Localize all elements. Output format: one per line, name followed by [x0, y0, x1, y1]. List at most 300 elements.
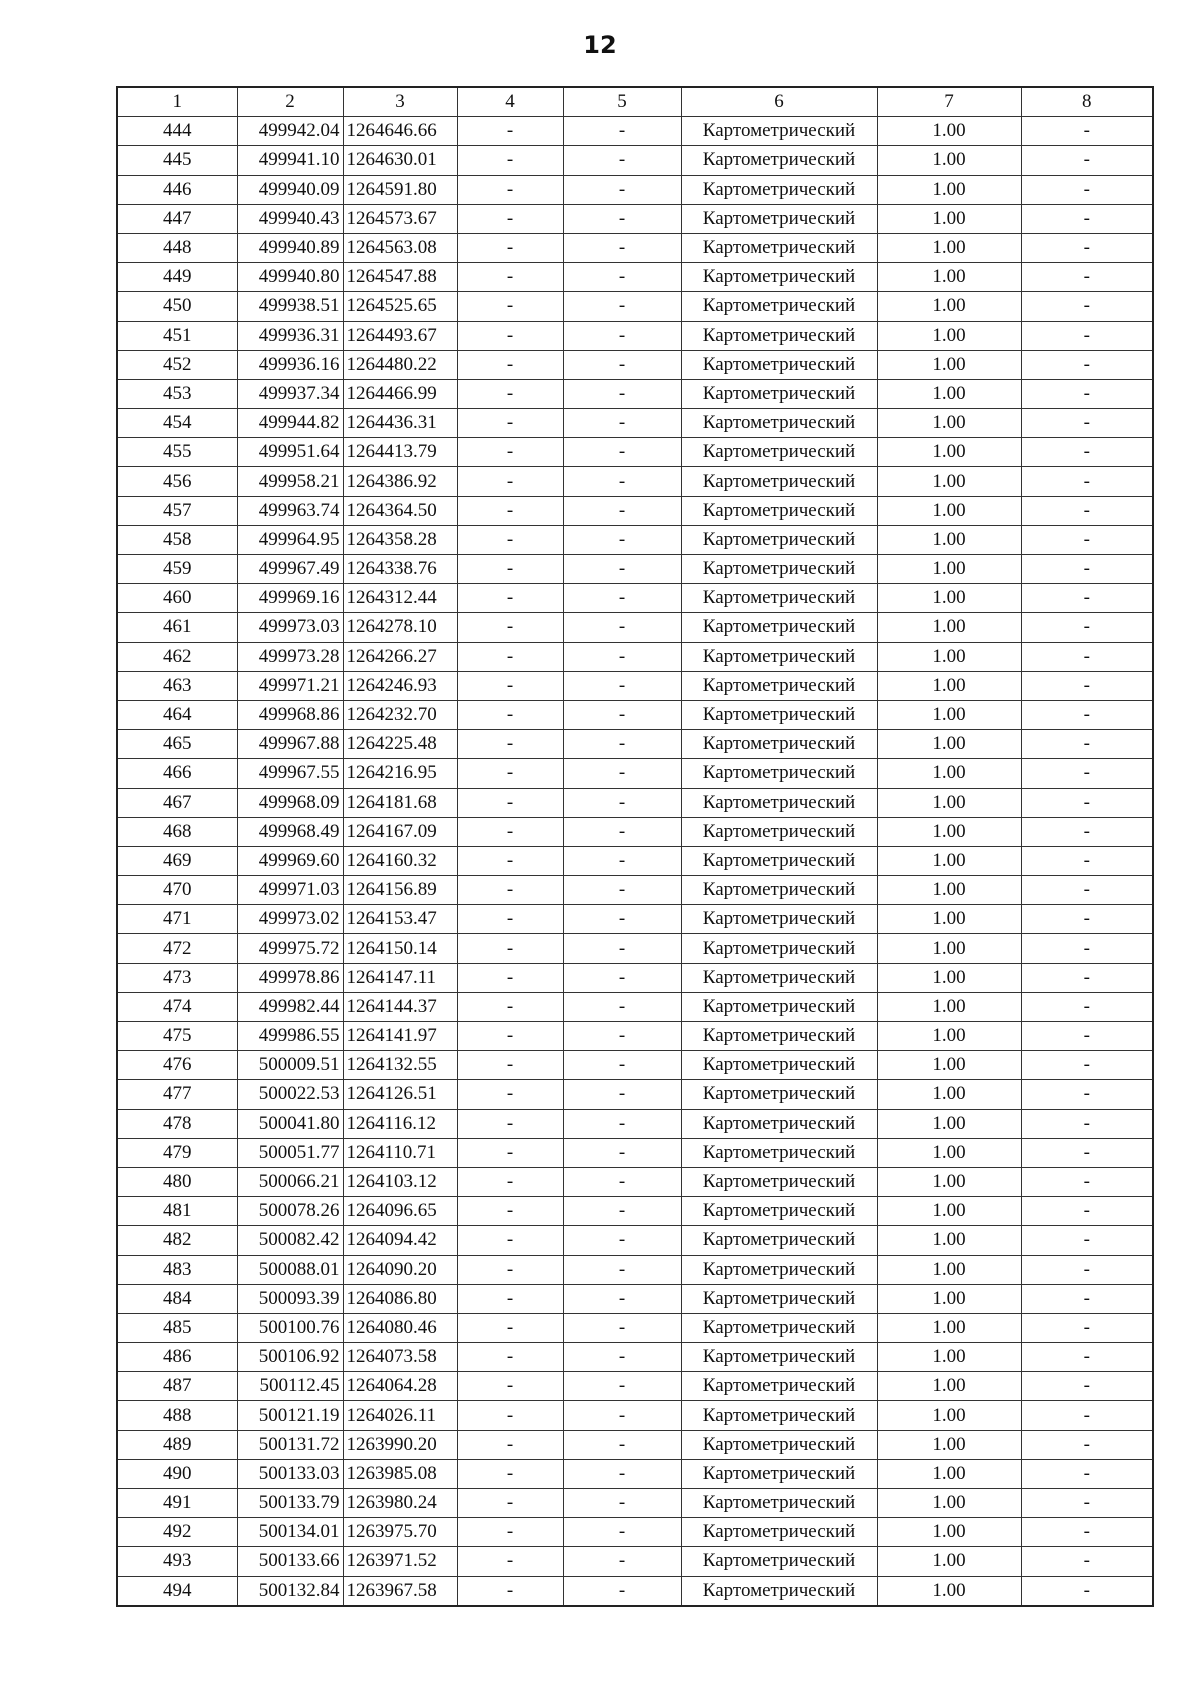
x-coordinate-cell: 500093.39 [237, 1284, 343, 1313]
column-8-cell: - [1021, 817, 1153, 846]
column-8-cell: - [1021, 1430, 1153, 1459]
table-row [117, 409, 1153, 438]
point-number-cell: 487 [117, 1372, 237, 1401]
table-row [117, 1080, 1153, 1109]
accuracy-cell: 1.00 [877, 905, 1021, 934]
column-5-cell: - [563, 467, 681, 496]
point-number-cell: 445 [117, 146, 237, 175]
column-8-cell: - [1021, 204, 1153, 233]
column-5-cell: - [563, 1167, 681, 1196]
column-8-cell: - [1021, 1197, 1153, 1226]
column-header: 4 [457, 87, 563, 117]
x-coordinate-cell: 499969.60 [237, 846, 343, 875]
x-coordinate-cell: 499967.55 [237, 759, 343, 788]
method-cell: Картометрический [681, 496, 877, 525]
column-4-cell: - [457, 846, 563, 875]
column-5-cell: - [563, 1576, 681, 1606]
method-cell: Картометрический [681, 233, 877, 262]
accuracy-cell: 1.00 [877, 1138, 1021, 1167]
y-coordinate-cell: 1264160.32 [343, 846, 457, 875]
table-row [117, 1138, 1153, 1167]
column-5-cell: - [563, 1489, 681, 1518]
y-coordinate-cell: 1264126.51 [343, 1080, 457, 1109]
point-number-cell: 489 [117, 1430, 237, 1459]
point-number-cell: 448 [117, 233, 237, 262]
y-coordinate-cell: 1264413.79 [343, 438, 457, 467]
column-5-cell: - [563, 905, 681, 934]
y-coordinate-cell: 1264386.92 [343, 467, 457, 496]
method-cell: Картометрический [681, 934, 877, 963]
y-coordinate-cell: 1264116.12 [343, 1109, 457, 1138]
x-coordinate-cell: 499940.89 [237, 233, 343, 262]
point-number-cell: 479 [117, 1138, 237, 1167]
column-5-cell: - [563, 1343, 681, 1372]
point-number-cell: 482 [117, 1226, 237, 1255]
point-number-cell: 478 [117, 1109, 237, 1138]
table-body [117, 117, 1153, 1606]
column-5-cell: - [563, 613, 681, 642]
y-coordinate-cell: 1264364.50 [343, 496, 457, 525]
column-5-cell: - [563, 992, 681, 1021]
point-number-cell: 464 [117, 700, 237, 729]
y-coordinate-cell: 1264493.67 [343, 321, 457, 350]
table-row [117, 817, 1153, 846]
column-4-cell: - [457, 1459, 563, 1488]
table-row [117, 1343, 1153, 1372]
column-4-cell: - [457, 467, 563, 496]
table-row [117, 730, 1153, 759]
accuracy-cell: 1.00 [877, 350, 1021, 379]
column-4-cell: - [457, 613, 563, 642]
point-number-cell: 490 [117, 1459, 237, 1488]
column-5-cell: - [563, 846, 681, 875]
column-4-cell: - [457, 263, 563, 292]
accuracy-cell: 1.00 [877, 496, 1021, 525]
method-cell: Картометрический [681, 1051, 877, 1080]
column-4-cell: - [457, 1138, 563, 1167]
column-4-cell: - [457, 175, 563, 204]
x-coordinate-cell: 499978.86 [237, 963, 343, 992]
column-4-cell: - [457, 1547, 563, 1576]
method-cell: Картометрический [681, 788, 877, 817]
point-number-cell: 452 [117, 350, 237, 379]
y-coordinate-cell: 1264591.80 [343, 175, 457, 204]
x-coordinate-cell: 499940.43 [237, 204, 343, 233]
column-5-cell: - [563, 934, 681, 963]
y-coordinate-cell: 1264216.95 [343, 759, 457, 788]
table-row [117, 1197, 1153, 1226]
y-coordinate-cell: 1264132.55 [343, 1051, 457, 1080]
column-4-cell: - [457, 584, 563, 613]
column-8-cell: - [1021, 613, 1153, 642]
accuracy-cell: 1.00 [877, 1547, 1021, 1576]
column-4-cell: - [457, 496, 563, 525]
x-coordinate-cell: 500134.01 [237, 1518, 343, 1547]
point-number-cell: 473 [117, 963, 237, 992]
table-row [117, 555, 1153, 584]
column-5-cell: - [563, 1518, 681, 1547]
table-row [117, 1576, 1153, 1606]
accuracy-cell: 1.00 [877, 963, 1021, 992]
column-8-cell: - [1021, 379, 1153, 408]
column-8-cell: - [1021, 467, 1153, 496]
column-8-cell: - [1021, 292, 1153, 321]
column-5-cell: - [563, 1547, 681, 1576]
accuracy-cell: 1.00 [877, 409, 1021, 438]
x-coordinate-cell: 500041.80 [237, 1109, 343, 1138]
y-coordinate-cell: 1264547.88 [343, 263, 457, 292]
table-row [117, 992, 1153, 1021]
point-number-cell: 467 [117, 788, 237, 817]
method-cell: Картометрический [681, 700, 877, 729]
accuracy-cell: 1.00 [877, 292, 1021, 321]
table-header-row [117, 87, 1153, 117]
column-8-cell: - [1021, 1489, 1153, 1518]
column-8-cell: - [1021, 1255, 1153, 1284]
column-4-cell: - [457, 1255, 563, 1284]
method-cell: Картометрический [681, 409, 877, 438]
method-cell: Картометрический [681, 175, 877, 204]
column-4-cell: - [457, 379, 563, 408]
y-coordinate-cell: 1264094.42 [343, 1226, 457, 1255]
column-5-cell: - [563, 350, 681, 379]
column-8-cell: - [1021, 934, 1153, 963]
table-row [117, 788, 1153, 817]
column-header: 3 [343, 87, 457, 117]
accuracy-cell: 1.00 [877, 146, 1021, 175]
point-number-cell: 476 [117, 1051, 237, 1080]
point-number-cell: 459 [117, 555, 237, 584]
column-5-cell: - [563, 175, 681, 204]
column-8-cell: - [1021, 1080, 1153, 1109]
y-coordinate-cell: 1264026.11 [343, 1401, 457, 1430]
accuracy-cell: 1.00 [877, 1080, 1021, 1109]
column-5-cell: - [563, 379, 681, 408]
column-5-cell: - [563, 233, 681, 262]
column-4-cell: - [457, 146, 563, 175]
method-cell: Картометрический [681, 438, 877, 467]
x-coordinate-cell: 499942.04 [237, 117, 343, 146]
y-coordinate-cell: 1264181.68 [343, 788, 457, 817]
column-4-cell: - [457, 1343, 563, 1372]
y-coordinate-cell: 1264153.47 [343, 905, 457, 934]
y-coordinate-cell: 1264150.14 [343, 934, 457, 963]
column-4-cell: - [457, 292, 563, 321]
point-number-cell: 468 [117, 817, 237, 846]
point-number-cell: 483 [117, 1255, 237, 1284]
column-5-cell: - [563, 730, 681, 759]
y-coordinate-cell: 1264147.11 [343, 963, 457, 992]
accuracy-cell: 1.00 [877, 525, 1021, 554]
column-5-cell: - [563, 1459, 681, 1488]
column-8-cell: - [1021, 233, 1153, 262]
point-number-cell: 491 [117, 1489, 237, 1518]
point-number-cell: 494 [117, 1576, 237, 1606]
point-number-cell: 480 [117, 1167, 237, 1196]
accuracy-cell: 1.00 [877, 1576, 1021, 1606]
column-header: 5 [563, 87, 681, 117]
y-coordinate-cell: 1264466.99 [343, 379, 457, 408]
table-row [117, 1051, 1153, 1080]
column-8-cell: - [1021, 1343, 1153, 1372]
point-number-cell: 444 [117, 117, 237, 146]
table-row [117, 1401, 1153, 1430]
accuracy-cell: 1.00 [877, 1022, 1021, 1051]
x-coordinate-cell: 499940.80 [237, 263, 343, 292]
method-cell: Картометрический [681, 350, 877, 379]
y-coordinate-cell: 1263975.70 [343, 1518, 457, 1547]
point-number-cell: 463 [117, 671, 237, 700]
column-8-cell: - [1021, 1138, 1153, 1167]
y-coordinate-cell: 1264096.65 [343, 1197, 457, 1226]
accuracy-cell: 1.00 [877, 1343, 1021, 1372]
column-4-cell: - [457, 1489, 563, 1518]
y-coordinate-cell: 1264563.08 [343, 233, 457, 262]
column-8-cell: - [1021, 1459, 1153, 1488]
y-coordinate-cell: 1264480.22 [343, 350, 457, 379]
accuracy-cell: 1.00 [877, 1401, 1021, 1430]
column-5-cell: - [563, 1284, 681, 1313]
method-cell: Картометрический [681, 204, 877, 233]
column-4-cell: - [457, 438, 563, 467]
column-5-cell: - [563, 1022, 681, 1051]
point-number-cell: 493 [117, 1547, 237, 1576]
x-coordinate-cell: 500112.45 [237, 1372, 343, 1401]
column-4-cell: - [457, 1518, 563, 1547]
column-5-cell: - [563, 525, 681, 554]
method-cell: Картометрический [681, 1109, 877, 1138]
column-4-cell: - [457, 700, 563, 729]
column-4-cell: - [457, 321, 563, 350]
method-cell: Картометрический [681, 379, 877, 408]
column-5-cell: - [563, 1051, 681, 1080]
point-number-cell: 449 [117, 263, 237, 292]
accuracy-cell: 1.00 [877, 934, 1021, 963]
table-row [117, 963, 1153, 992]
x-coordinate-cell: 499938.51 [237, 292, 343, 321]
table-row [117, 204, 1153, 233]
column-header: 1 [117, 87, 237, 117]
method-cell: Картометрический [681, 992, 877, 1021]
column-5-cell: - [563, 204, 681, 233]
column-4-cell: - [457, 1576, 563, 1606]
method-cell: Картометрический [681, 1343, 877, 1372]
x-coordinate-cell: 499937.34 [237, 379, 343, 408]
point-number-cell: 461 [117, 613, 237, 642]
column-5-cell: - [563, 555, 681, 584]
column-8-cell: - [1021, 1547, 1153, 1576]
table-row [117, 292, 1153, 321]
table-row [117, 1284, 1153, 1313]
x-coordinate-cell: 500066.21 [237, 1167, 343, 1196]
method-cell: Картометрический [681, 876, 877, 905]
y-coordinate-cell: 1264573.67 [343, 204, 457, 233]
column-4-cell: - [457, 555, 563, 584]
table-row [117, 438, 1153, 467]
accuracy-cell: 1.00 [877, 1459, 1021, 1488]
column-5-cell: - [563, 1109, 681, 1138]
method-cell: Картометрический [681, 905, 877, 934]
point-number-cell: 457 [117, 496, 237, 525]
column-5-cell: - [563, 146, 681, 175]
accuracy-cell: 1.00 [877, 321, 1021, 350]
column-5-cell: - [563, 1138, 681, 1167]
x-coordinate-cell: 499968.09 [237, 788, 343, 817]
column-8-cell: - [1021, 963, 1153, 992]
column-8-cell: - [1021, 1576, 1153, 1606]
method-cell: Картометрический [681, 1489, 877, 1518]
y-coordinate-cell: 1264225.48 [343, 730, 457, 759]
point-number-cell: 486 [117, 1343, 237, 1372]
column-5-cell: - [563, 496, 681, 525]
x-coordinate-cell: 499936.31 [237, 321, 343, 350]
method-cell: Картометрический [681, 642, 877, 671]
column-8-cell: - [1021, 642, 1153, 671]
method-cell: Картометрический [681, 1430, 877, 1459]
column-4-cell: - [457, 350, 563, 379]
column-4-cell: - [457, 1372, 563, 1401]
accuracy-cell: 1.00 [877, 467, 1021, 496]
column-4-cell: - [457, 759, 563, 788]
accuracy-cell: 1.00 [877, 175, 1021, 204]
method-cell: Картометрический [681, 963, 877, 992]
column-8-cell: - [1021, 1167, 1153, 1196]
y-coordinate-cell: 1264278.10 [343, 613, 457, 642]
y-coordinate-cell: 1264156.89 [343, 876, 457, 905]
table-row [117, 759, 1153, 788]
method-cell: Картометрический [681, 263, 877, 292]
accuracy-cell: 1.00 [877, 1051, 1021, 1080]
method-cell: Картометрический [681, 817, 877, 846]
accuracy-cell: 1.00 [877, 1226, 1021, 1255]
y-coordinate-cell: 1264266.27 [343, 642, 457, 671]
table-row [117, 117, 1153, 146]
column-5-cell: - [563, 1197, 681, 1226]
page-number: 12 [583, 31, 617, 59]
accuracy-cell: 1.00 [877, 1372, 1021, 1401]
table-row [117, 146, 1153, 175]
column-4-cell: - [457, 1167, 563, 1196]
column-8-cell: - [1021, 759, 1153, 788]
method-cell: Картометрический [681, 117, 877, 146]
point-number-cell: 471 [117, 905, 237, 934]
y-coordinate-cell: 1264646.66 [343, 117, 457, 146]
column-8-cell: - [1021, 496, 1153, 525]
point-number-cell: 470 [117, 876, 237, 905]
y-coordinate-cell: 1264312.44 [343, 584, 457, 613]
column-8-cell: - [1021, 700, 1153, 729]
column-8-cell: - [1021, 1226, 1153, 1255]
column-4-cell: - [457, 1226, 563, 1255]
y-coordinate-cell: 1264167.09 [343, 817, 457, 846]
point-number-cell: 472 [117, 934, 237, 963]
column-8-cell: - [1021, 409, 1153, 438]
y-coordinate-cell: 1263967.58 [343, 1576, 457, 1606]
table-row [117, 233, 1153, 262]
y-coordinate-cell: 1264232.70 [343, 700, 457, 729]
column-5-cell: - [563, 292, 681, 321]
column-4-cell: - [457, 905, 563, 934]
method-cell: Картометрический [681, 1313, 877, 1342]
table-row [117, 876, 1153, 905]
x-coordinate-cell: 500121.19 [237, 1401, 343, 1430]
method-cell: Картометрический [681, 525, 877, 554]
column-5-cell: - [563, 700, 681, 729]
accuracy-cell: 1.00 [877, 1489, 1021, 1518]
x-coordinate-cell: 500022.53 [237, 1080, 343, 1109]
column-8-cell: - [1021, 788, 1153, 817]
column-5-cell: - [563, 117, 681, 146]
column-header: 7 [877, 87, 1021, 117]
x-coordinate-cell: 499971.03 [237, 876, 343, 905]
method-cell: Картометрический [681, 1197, 877, 1226]
table-row [117, 1313, 1153, 1342]
point-number-cell: 492 [117, 1518, 237, 1547]
method-cell: Картометрический [681, 146, 877, 175]
table-row [117, 700, 1153, 729]
x-coordinate-cell: 499971.21 [237, 671, 343, 700]
x-coordinate-cell: 500100.76 [237, 1313, 343, 1342]
column-4-cell: - [457, 671, 563, 700]
column-5-cell: - [563, 1401, 681, 1430]
accuracy-cell: 1.00 [877, 700, 1021, 729]
column-5-cell: - [563, 263, 681, 292]
table-row [117, 671, 1153, 700]
point-number-cell: 465 [117, 730, 237, 759]
accuracy-cell: 1.00 [877, 555, 1021, 584]
column-4-cell: - [457, 233, 563, 262]
accuracy-cell: 1.00 [877, 642, 1021, 671]
x-coordinate-cell: 499986.55 [237, 1022, 343, 1051]
point-number-cell: 484 [117, 1284, 237, 1313]
x-coordinate-cell: 499967.49 [237, 555, 343, 584]
table-row [117, 1226, 1153, 1255]
y-coordinate-cell: 1264525.65 [343, 292, 457, 321]
point-number-cell: 466 [117, 759, 237, 788]
y-coordinate-cell: 1264110.71 [343, 1138, 457, 1167]
column-8-cell: - [1021, 555, 1153, 584]
x-coordinate-cell: 500133.03 [237, 1459, 343, 1488]
table-row [117, 1459, 1153, 1488]
column-8-cell: - [1021, 905, 1153, 934]
y-coordinate-cell: 1263980.24 [343, 1489, 457, 1518]
accuracy-cell: 1.00 [877, 263, 1021, 292]
accuracy-cell: 1.00 [877, 204, 1021, 233]
accuracy-cell: 1.00 [877, 1518, 1021, 1547]
column-5-cell: - [563, 584, 681, 613]
x-coordinate-cell: 499973.03 [237, 613, 343, 642]
accuracy-cell: 1.00 [877, 379, 1021, 408]
column-4-cell: - [457, 817, 563, 846]
accuracy-cell: 1.00 [877, 1313, 1021, 1342]
column-8-cell: - [1021, 1372, 1153, 1401]
column-8-cell: - [1021, 263, 1153, 292]
method-cell: Картометрический [681, 1284, 877, 1313]
y-coordinate-cell: 1263971.52 [343, 1547, 457, 1576]
column-8-cell: - [1021, 730, 1153, 759]
x-coordinate-cell: 500078.26 [237, 1197, 343, 1226]
column-4-cell: - [457, 1284, 563, 1313]
x-coordinate-cell: 499964.95 [237, 525, 343, 554]
column-4-cell: - [457, 963, 563, 992]
table-row [117, 1167, 1153, 1196]
method-cell: Картометрический [681, 1372, 877, 1401]
column-5-cell: - [563, 1080, 681, 1109]
point-number-cell: 453 [117, 379, 237, 408]
column-5-cell: - [563, 876, 681, 905]
column-5-cell: - [563, 817, 681, 846]
x-coordinate-cell: 499968.86 [237, 700, 343, 729]
